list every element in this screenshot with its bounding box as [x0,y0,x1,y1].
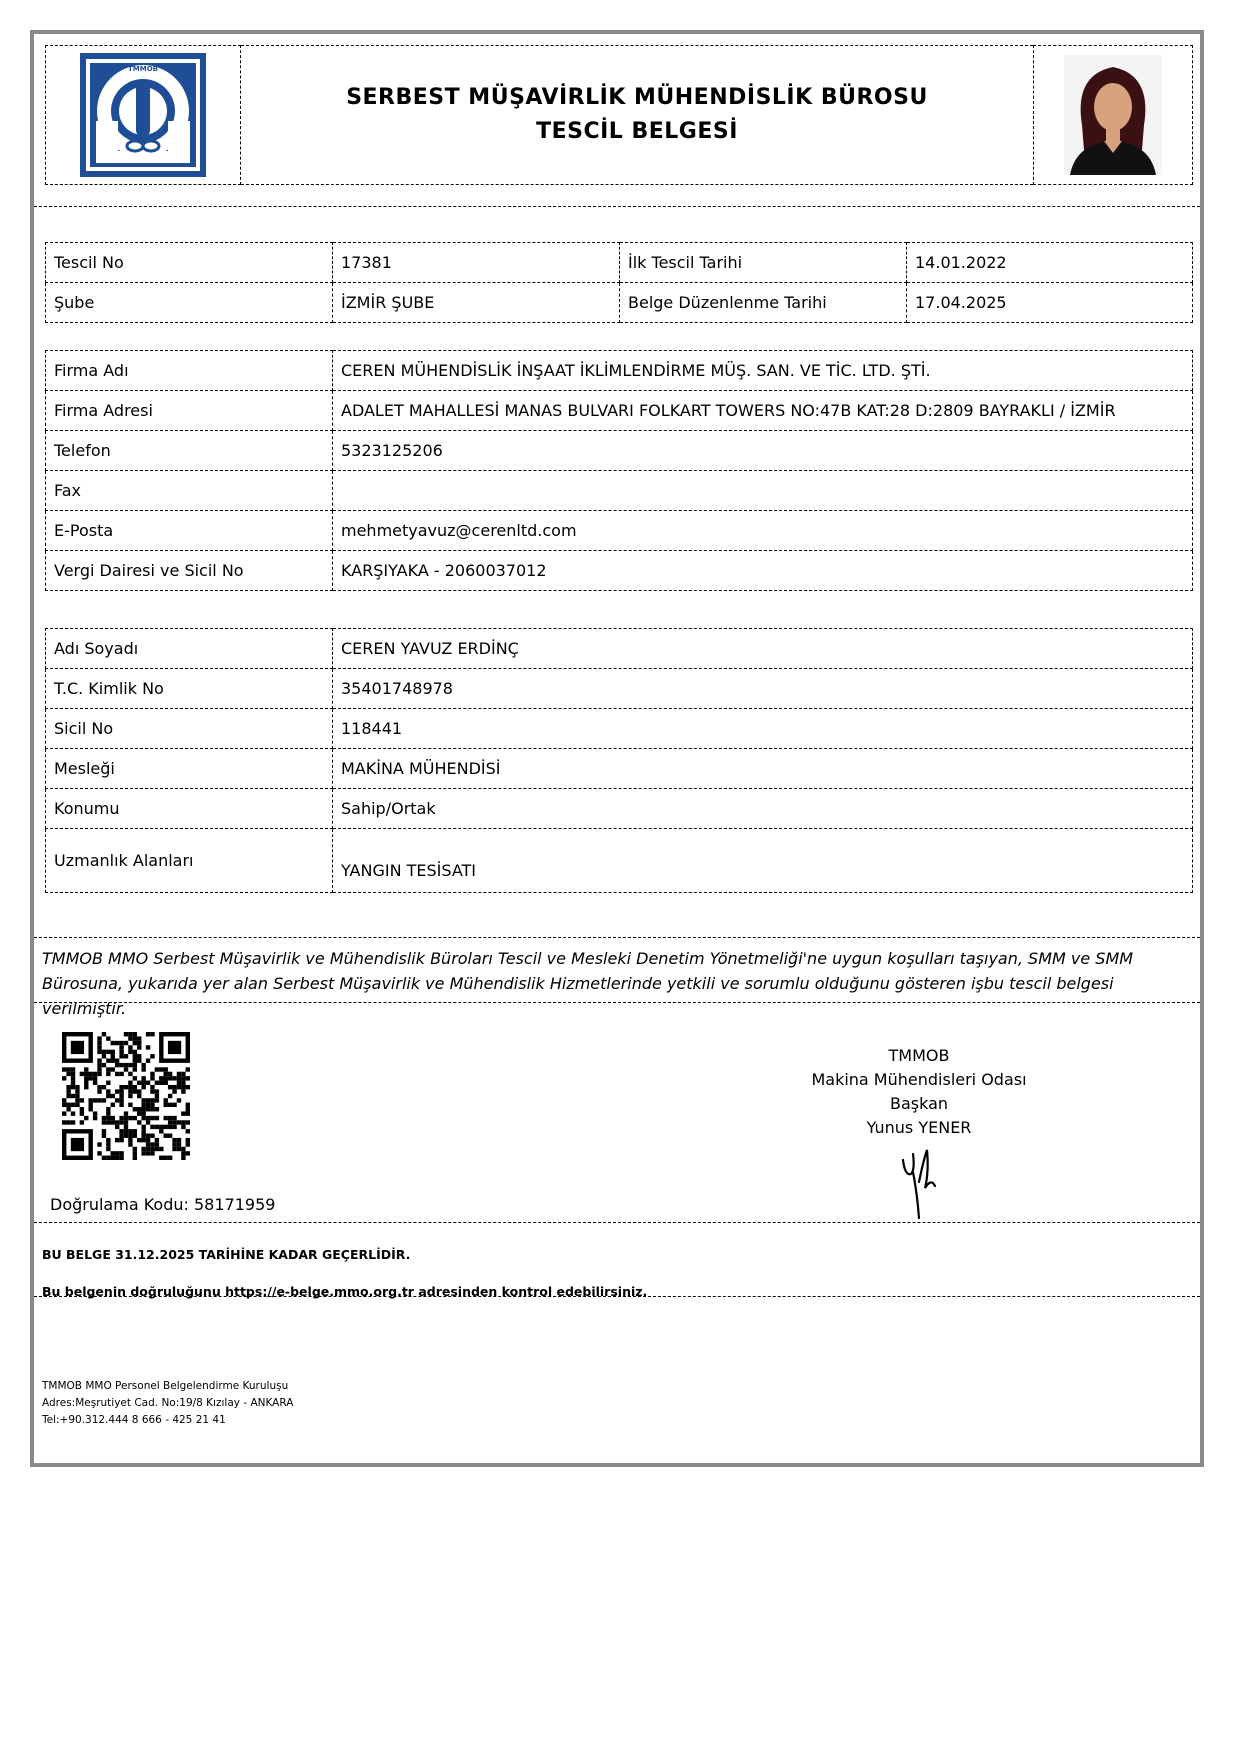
sube-label: Şube [46,283,333,323]
registry-table [45,242,1193,323]
table-row [46,629,1193,669]
table-row [46,391,1193,431]
footer-org: TMMOB MMO Personel Belgelendirme Kuruluşu [42,1380,289,1392]
validity-notice: BU BELGE 31.12.2025 TARİHİNE KADAR GEÇERLİDİR. [42,1247,411,1262]
footer-address [42,1378,293,1429]
tescil-no-label: Tescil No [46,243,333,283]
table-row [46,351,1193,391]
firm-label: Fax [46,471,333,511]
person-value: MAKİNA MÜHENDİSİ [333,749,1193,789]
section-divider [34,937,1200,938]
title-cell [241,45,1033,185]
firm-value: mehmetyavuz@cerenltd.com [333,511,1193,551]
verification-code [50,1195,275,1214]
footer-phone: Tel:+90.312.444 8 666 - 425 21 41 [42,1414,226,1426]
firm-table [45,350,1193,591]
signature-icon [889,1142,949,1222]
firm-label: E-Posta [46,511,333,551]
logo-cell [45,45,241,185]
table-row [46,829,1193,893]
table-row [46,243,1193,283]
table-row [46,431,1193,471]
firm-value: CEREN MÜHENDİSLİK İNŞAAT İKLİMLENDİRME MÜŞ. SAN. VE TİC. LTD. ŞTİ. [333,351,1193,391]
signatory-org: TMMOB [888,1046,950,1065]
firm-label: Vergi Dairesi ve Sicil No [46,551,333,591]
firm-value: KARŞIYAKA - 2060037012 [333,551,1193,591]
table-row [46,749,1193,789]
firm-label: Firma Adresi [46,391,333,431]
firm-value: ADALET MAHALLESİ MANAS BULVARI FOLKART TOWERS NO:47B KAT:28 D:2809 BAYRAKLI / İZMİR [333,391,1193,431]
duzenlenme-value: 17.04.2025 [907,283,1193,323]
person-value: CEREN YAVUZ ERDİNÇ [333,629,1193,669]
person-table [45,628,1193,893]
person-value: Sahip/Ortak [333,789,1193,829]
person-label: Adı Soyadı [46,629,333,669]
firm-value [333,471,1193,511]
photo-cell [1033,45,1193,185]
firm-label: Firma Adı [46,351,333,391]
table-row [46,551,1193,591]
person-value: YANGIN TESİSATI [333,829,1193,893]
tmmob-logo [78,51,208,179]
person-label: Mesleği [46,749,333,789]
footer-address-line: Adres:Meşrutiyet Cad. No:19/8 Kızılay - ANKARA [42,1397,294,1409]
table-row [46,709,1193,749]
section-divider [34,1002,1200,1003]
person-label: Uzmanlık Alanları [46,829,333,893]
section-divider [34,1222,1200,1223]
table-row [46,789,1193,829]
document-subtitle: TESCİL BELGESİ [536,119,738,144]
signatory-name: Yunus YENER [866,1118,972,1137]
ilk-tescil-value: 14.01.2022 [907,243,1193,283]
table-row [46,283,1193,323]
tescil-no-value: 17381 [333,243,620,283]
signatory-chamber: Makina Mühendisleri Odası [811,1070,1027,1089]
section-divider [34,1296,1200,1297]
duzenlenme-label: Belge Düzenlenme Tarihi [620,283,907,323]
header [45,45,1193,185]
person-value: 118441 [333,709,1193,749]
table-row [46,511,1193,551]
certificate-frame [30,30,1204,1467]
person-label: Sicil No [46,709,333,749]
sube-value: İZMİR ŞUBE [333,283,620,323]
table-row [46,471,1193,511]
table-row [46,669,1193,709]
person-value: 35401748978 [333,669,1193,709]
signatory-block [754,1044,1084,1229]
portrait-photo [1064,55,1162,175]
firm-label: Telefon [46,431,333,471]
document-title: SERBEST MÜŞAVİRLİK MÜHENDİSLİK BÜROSU [346,85,928,110]
verification-value: 58171959 [193,1195,276,1214]
person-label: Konumu [46,789,333,829]
legal-statement: TMMOB MMO Serbest Müşavirlik ve Mühendislik Büroları Tescil ve Mesleki Denetim Yönetmeliği'ne uygun koşulları taşıyan, SMM ve SMM Bürosuna, yukarıda yer alan Serbest Müşavirlik ve Mühendislik Hizmetlerinde yetkili ve sorumlu olduğunu gösteren işbu tescil belgesi verilmiştir. [42,949,1134,1018]
person-label: T.C. Kimlik No [46,669,333,709]
logo-label: TMMOB [128,65,158,73]
signatory-title: Başkan [889,1094,949,1113]
ilk-tescil-label: İlk Tescil Tarihi [620,243,907,283]
section-divider [34,206,1200,207]
verification-notice: Bu belgenin doğruluğunu https://e-belge.mmo.org.tr adresinden kontrol edebilirsiniz. [42,1284,648,1299]
qr-code-icon [62,1032,190,1160]
firm-value: 5323125206 [333,431,1193,471]
verification-label: Doğrulama Kodu: [50,1195,189,1214]
